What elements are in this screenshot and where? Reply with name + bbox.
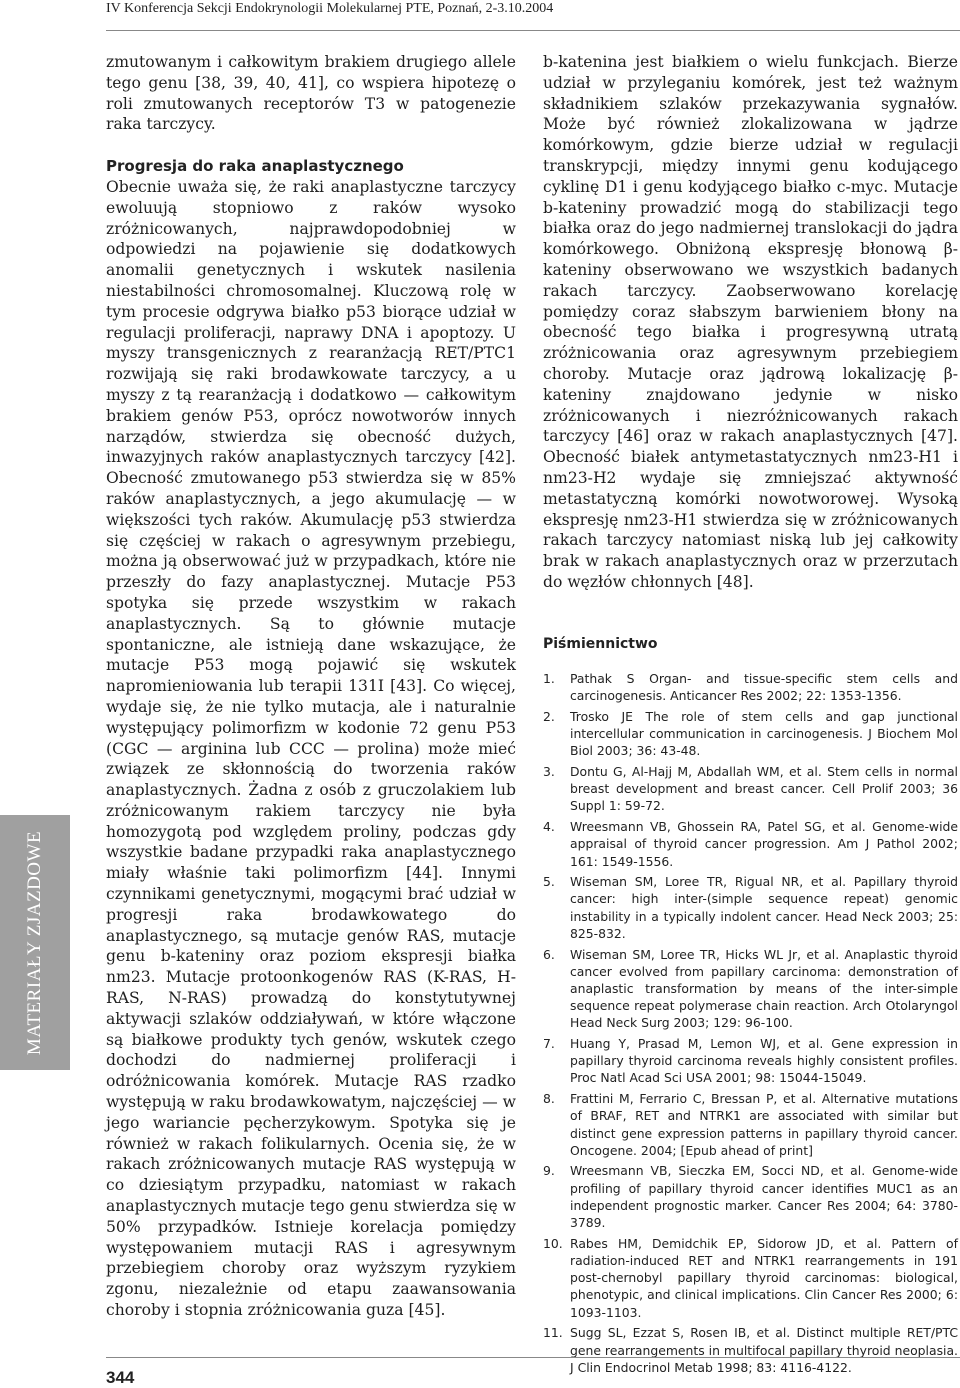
section-heading: Progresja do raka anaplastycznego <box>106 157 404 176</box>
page-footer <box>106 1357 960 1387</box>
reference-item: 9. Wreesmann VB, Sieczka EM, Socci ND, et al. Genome-wide profiling of papillary thyroid cancer identifies MUC1 as an independent prognostic marker. Cancer Res 2004; 64: 3780-3789. <box>543 1163 958 1231</box>
reference-item: 11. Sugg SL, Ezzat S, Rosen IB, et al. Distinct multiple RET/PTC gene rearrangements in multifocal papillary thyroid neoplasia. J Clin Endocrinol Metab 1998; 83: 4116-4122. <box>543 1325 958 1375</box>
running-header <box>106 0 960 31</box>
reference-item: 3. Dontu G, Al-Hajj M, Abdallah WM, et al. Stem cells in normal breast development and breast cancer. Cell Prolif 2003; 36 Suppl 1: 59-72. <box>543 764 958 814</box>
reference-item: 4. Wreesmann VB, Ghossein RA, Patel SG, et al. Genome-wide appraisal of thyroid cancer progression. Am J Pathol 2002; 161: 1549-1556. <box>543 819 958 869</box>
reference-item: 8. Frattini M, Ferrario C, Bressan P, et al. Alternative mutations of BRAF, RET and NTRK1 are associated with similar but distinct gene expression patterns in papillary thyroid cancer. Oncogene. 2004; [Epub ahead of print] <box>543 1091 958 1158</box>
paragraph-gap <box>106 135 516 156</box>
sidebar-label: MATERIAŁY ZJAZDOWE <box>24 830 45 1055</box>
section-sidebar-tab <box>0 815 70 1070</box>
references-heading: Piśmiennictwo <box>543 636 658 652</box>
intro-paragraph: zmutowanym i całkowitym brakiem drugiego allele tego genu [38, 39, 40, 41], co wspiera hipotezę o roli zmutowanych receptorów T3 w patogenezie raka tarczycy. <box>106 53 516 134</box>
references-list <box>543 670 958 1379</box>
left-column <box>106 52 516 1321</box>
section-body: Obecnie uważa się, że raki anaplastyczne tarczycy ewoluują stopniowo z raków wysoko zróżnicowanych, najprawdopodobniej w odpowiedzi na pojawienie się dodatkowych anomalii genetycznych i wskutek nasilenia niestabilności chromosomalnej. Kluczową rolę w tym procesie odgrywa białko p53 biorące udział w regulacji proliferacji, naprawy DNA i apoptozy. U myszy transgenicznych z rearanżacją RET/PTC1 rozwijają się raki brodawkowate tarczycy, a u myszy z tą rearanżacją i dodatkowo — całkowitym brakiem genów P53, oprócz nowotworów innych narządów, stwierdza się obecność dużych, inwazyjnych raków anaplastycznych tarczycy [42]. Obecność zmutowanego p53 stwierdza się w 85% raków anaplastycznych, a jego akumulację — w większości tych raków. Akumulację p53 stwierdza się częściej w rakach o agresywnym przebiegu, można ją obserwować już w przypadkach, które nie przeszły do fazy anaplastycznej. Mutacje P53 spotyka się przede wszystkim w rakach anaplastycznych. Są to głównie mutacje spontaniczne, ale istnieją dane wskazujące, że mutacje P53 mogą pojawić się wskutek napromieniowania lub terapii 131I [43]. Co więcej, wydaje się, że nie tylko mutacja, ale i naturalnie występujący polimorfizm w kodonie 72 genu P53 (CGC — arginina lub CCC — prolina) może mieć związek ze skłonnością do tworzenia raków anaplastycznych. Żadna z osób z gruczolakiem lub zróżnicowanym rakiem tarczycy nie była homozygotą pod względem proliny, podczas gdy wszystkie badane przypadki raka anaplastycznego miały właśnie taki polimorfizm [44]. Innymi czynnikami genetycznymi, mogącymi brać udział w progresji raka brodawkowatego do anaplastycznego, są mutacje genów RAS, mutacje genu b-kateniny oraz poziom ekspresji białka nm23. Mutacje protoonkogenów RAS (K-RAS, H-RAS, N-RAS) prowadzą do konstytutywnej aktywacji szlaków oddziaływań, w które włączone są białkowe produkty tych genów, wskutek czego dochodzi do nadmiernej proliferacji i odróżnicowania komórek. Mutacje RAS rzadko występują w raku brodawkowatym, najczęściej — w jego wariancie pęcherzykowym. Spotyka się je również w rakach folikularnych. Ocenia się, że w rakach zróżnicowanych mutacje RAS występują w co dziesiątym przypadku, natomiast w rakach anaplastycznych mutacje tego genu stwierdza się w 50% przypadków. Istnieje korelacja pomiędzy występowaniem mutacji RAS i agresywnym przebiegiem choroby oraz wyższym ryzykiem zgonu, niezależnie od etapu zaawansowania choroby i stopnia zróżnicowania guza [45]. <box>106 177 516 1320</box>
right-column <box>543 52 958 593</box>
page-number: 344 <box>106 1368 135 1387</box>
right-body: b-katenina jest białkiem o wielu funkcjach. Bierze udział w przyleganiu komórek, jest też ważnym składnikiem szlaków przekazywania sygnałów. Może być również zlokalizowana w jądrze komórkowym, gdzie bierze udział w regulacji transkrypcji, między innymi genu kodującego cyklinę D1 i genu kodyjącego białko c-myc. Mutacje b-kateniny prowadzić mogą do stabilizacji tego białka oraz do jego nadmiernej translokacji do jądra komórkowego. Obniżoną ekspresję błonową β-kateniny obserwowano we wszystkich badanych rakach tarczycy. Zaobserwowano korelację pomiędzy coraz słabszym barwieniem błony na obecność tego białka i progresywną utratą zróżnicowania oraz agresywnym przebiegiem choroby. Mutacje oraz jądrową lokalizację β-kateniny znajdowano jedynie w nisko zróżnicowanych i niezróżnicowanych rakach tarczycy [46] oraz w rakach anaplastycznych [47]. Obecność białek antymetastatycznych nm23-H1 i nm23-H2 wydaje się zmniejszać aktywność metastatyczną komórki nowotworowej. Wysoką ekspresję nm23-H1 stwierdza się w zróżnicowanych rakach tarczycy natomiast niską lub jej całkowity brak w rakach anaplastycznych oraz w przerzutach do węzłów chłonnych [48]. <box>543 53 958 591</box>
reference-item: 5. Wiseman SM, Loree TR, Rigual NR, et al. Papillary thyroid cancer: high inter-(simple sequence repeat) genomic instability in a typically indolent cancer. Head Neck 2003; 25: 825-832. <box>543 874 958 941</box>
reference-item: 2. Trosko JE The role of stem cells and gap junctional intercellular communication in carcinogenesis. J Biochem Mol Biol 2003; 36: 43-48. <box>543 708 958 759</box>
header-text: IV Konferencja Sekcji Endokrynologii Molekularnej PTE, Poznań, 2-3.10.2004 <box>106 1 554 16</box>
reference-item: 1. Pathak S Organ- and tissue-specific stem cells and carcinogenesis. Anticancer Res 2002; 22: 1353-1356. <box>543 671 958 704</box>
reference-item: 6. Wiseman SM, Loree TR, Hicks WL Jr, et al. Anaplastic thyroid cancer evolved from papillary carcinoma: demonstration of anaplastic transformation by means of the inter-simple sequence repeat polymerase chain reaction. Arch Otolaryngol Head Neck Surg 2003; 129: 96-100. <box>543 946 958 1031</box>
reference-item: 7. Huang Y, Prasad M, Lemon WJ, et al. Gene expression in papillary thyroid carcinoma reveals highly consistent profiles. Proc Natl Acad Sci USA 2001; 98: 15044-15049. <box>543 1036 958 1086</box>
reference-item: 10. Rabes HM, Demidchik EP, Sidorow JD, et al. Pattern of radiation-induced RET and NTRK1 rearrangements in 191 post-chernobyl papillary thyroid carcinomas: biological, phenotypic, and clinical implications. Clin Cancer Res 2000; 6: 1093-1103. <box>543 1235 958 1320</box>
